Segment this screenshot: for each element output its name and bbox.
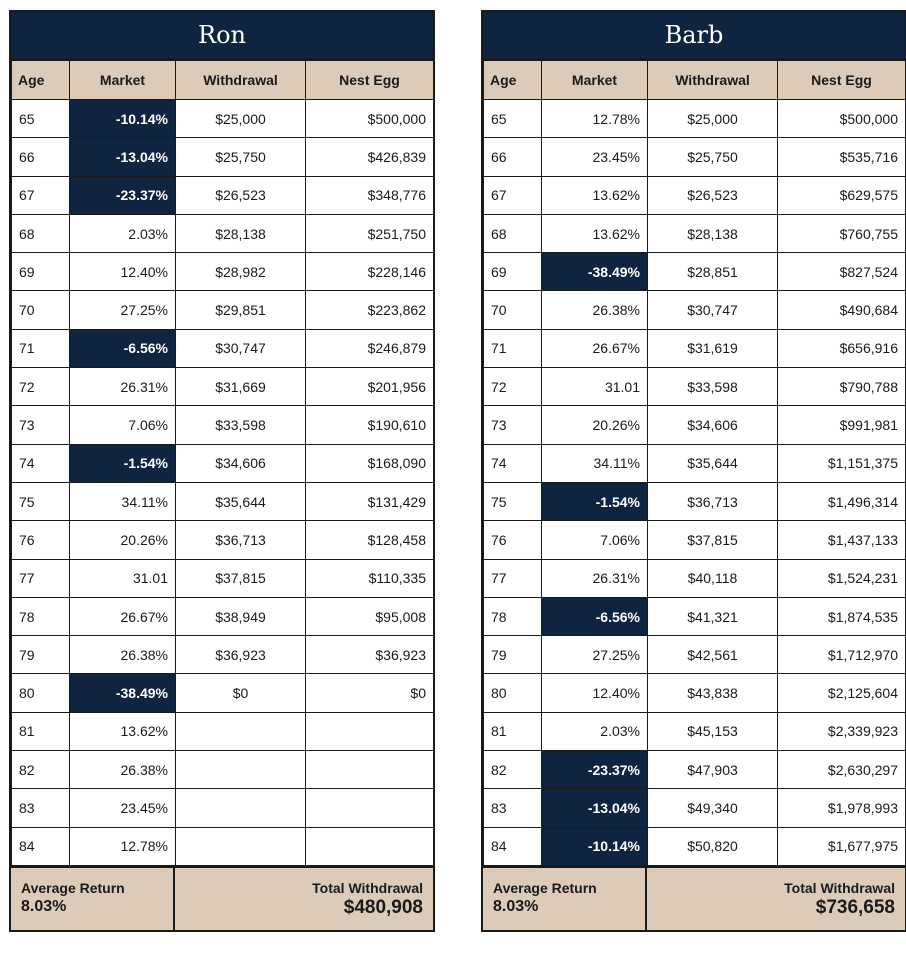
withdrawal-cell: $25,000 <box>648 100 778 138</box>
table-row <box>484 636 906 674</box>
nest-egg-cell: $500,000 <box>306 100 434 138</box>
table-row <box>484 444 906 482</box>
ron-total-withdrawal-value: $480,908 <box>343 896 423 918</box>
table-row <box>12 100 434 138</box>
table-row <box>12 789 434 827</box>
barb-average-return <box>483 868 647 930</box>
table-row <box>484 291 906 329</box>
market-cell: 20.26% <box>542 406 648 444</box>
barb-footer <box>483 866 905 930</box>
age-cell: 71 <box>12 329 70 367</box>
table-row <box>12 712 434 750</box>
age-cell: 77 <box>484 559 542 597</box>
age-cell: 72 <box>484 368 542 406</box>
market-cell: 12.78% <box>70 827 176 865</box>
nest-egg-cell: $128,458 <box>306 521 434 559</box>
table-row <box>484 827 906 865</box>
table-row <box>484 521 906 559</box>
market-cell: -38.49% <box>542 253 648 291</box>
market-cell: 26.38% <box>542 291 648 329</box>
table-row <box>12 482 434 520</box>
barb-average-return-value: 8.03% <box>493 897 539 915</box>
withdrawal-cell: $42,561 <box>648 636 778 674</box>
barb-panel <box>481 10 906 932</box>
nest-egg-cell: $426,839 <box>306 138 434 176</box>
market-cell: -13.04% <box>542 789 648 827</box>
table-row <box>484 329 906 367</box>
table-row <box>484 482 906 520</box>
ron-header-nest-egg: Nest Egg <box>306 61 434 100</box>
market-cell: -23.37% <box>542 751 648 789</box>
market-cell: 13.62% <box>70 712 176 750</box>
table-row <box>484 138 906 176</box>
nest-egg-cell: $0 <box>306 674 434 712</box>
withdrawal-cell: $26,523 <box>648 176 778 214</box>
market-cell: -13.04% <box>70 138 176 176</box>
barb-total-withdrawal-label: Total Withdrawal <box>784 879 895 896</box>
table-row <box>484 597 906 635</box>
market-cell: -10.14% <box>542 827 648 865</box>
nest-egg-cell: $251,750 <box>306 214 434 252</box>
withdrawal-cell: $43,838 <box>648 674 778 712</box>
withdrawal-cell: $45,153 <box>648 712 778 750</box>
market-cell: 7.06% <box>542 521 648 559</box>
withdrawal-cell <box>176 789 306 827</box>
nest-egg-cell: $95,008 <box>306 597 434 635</box>
market-cell: -6.56% <box>542 597 648 635</box>
market-cell: -38.49% <box>70 674 176 712</box>
age-cell: 73 <box>12 406 70 444</box>
withdrawal-cell: $26,523 <box>176 176 306 214</box>
withdrawal-cell: $36,713 <box>176 521 306 559</box>
withdrawal-cell: $38,949 <box>176 597 306 635</box>
market-cell: 12.40% <box>542 674 648 712</box>
nest-egg-cell: $1,978,993 <box>778 789 906 827</box>
nest-egg-cell: $36,923 <box>306 636 434 674</box>
nest-egg-cell <box>306 751 434 789</box>
age-cell: 83 <box>484 789 542 827</box>
age-cell: 70 <box>484 291 542 329</box>
age-cell: 69 <box>484 253 542 291</box>
table-row <box>484 100 906 138</box>
withdrawal-cell: $37,815 <box>176 559 306 597</box>
market-cell: 26.31% <box>542 559 648 597</box>
barb-total-withdrawal-value: $736,658 <box>815 896 895 918</box>
age-cell: 66 <box>484 138 542 176</box>
age-cell: 71 <box>484 329 542 367</box>
table-row <box>484 789 906 827</box>
market-cell: 7.06% <box>70 406 176 444</box>
ron-average-return <box>11 868 175 930</box>
withdrawal-cell: $35,644 <box>176 482 306 520</box>
market-cell: 13.62% <box>542 176 648 214</box>
barb-total-withdrawal <box>647 868 905 930</box>
market-cell: 31.01 <box>70 559 176 597</box>
ron-table-body <box>12 100 434 866</box>
market-cell: 23.45% <box>542 138 648 176</box>
market-cell: -10.14% <box>70 100 176 138</box>
withdrawal-cell: $34,606 <box>648 406 778 444</box>
table-row <box>12 636 434 674</box>
age-cell: 80 <box>12 674 70 712</box>
barb-header-nest-egg: Nest Egg <box>778 61 906 100</box>
nest-egg-cell: $110,335 <box>306 559 434 597</box>
barb-title: Barb <box>483 12 905 60</box>
nest-egg-cell <box>306 827 434 865</box>
withdrawal-cell <box>176 712 306 750</box>
age-cell: 74 <box>484 444 542 482</box>
market-cell: 26.67% <box>70 597 176 635</box>
table-row <box>484 368 906 406</box>
nest-egg-cell: $223,862 <box>306 291 434 329</box>
nest-egg-cell: $348,776 <box>306 176 434 214</box>
table-row <box>12 214 434 252</box>
table-row <box>484 559 906 597</box>
table-row <box>12 368 434 406</box>
table-row <box>12 176 434 214</box>
market-cell: 34.11% <box>70 482 176 520</box>
age-cell: 81 <box>484 712 542 750</box>
withdrawal-cell: $25,000 <box>176 100 306 138</box>
barb-header-row <box>484 61 906 100</box>
age-cell: 68 <box>12 214 70 252</box>
table-row <box>484 176 906 214</box>
nest-egg-cell: $1,437,133 <box>778 521 906 559</box>
ron-header-row <box>12 61 434 100</box>
withdrawal-cell: $30,747 <box>176 329 306 367</box>
age-cell: 82 <box>12 751 70 789</box>
nest-egg-cell: $1,712,970 <box>778 636 906 674</box>
ron-panel <box>9 10 435 932</box>
withdrawal-cell: $33,598 <box>648 368 778 406</box>
market-cell: 26.67% <box>542 329 648 367</box>
table-row <box>484 253 906 291</box>
market-cell: 2.03% <box>70 214 176 252</box>
barb-average-return-label: Average Return <box>493 879 597 896</box>
market-cell: 13.62% <box>542 214 648 252</box>
market-cell: 20.26% <box>70 521 176 559</box>
nest-egg-cell: $2,339,923 <box>778 712 906 750</box>
withdrawal-cell: $0 <box>176 674 306 712</box>
age-cell: 78 <box>12 597 70 635</box>
ron-header-withdrawal: Withdrawal <box>176 61 306 100</box>
table-row <box>12 597 434 635</box>
market-cell: -23.37% <box>70 176 176 214</box>
barb-header-market: Market <box>542 61 648 100</box>
age-cell: 68 <box>484 214 542 252</box>
table-row <box>12 521 434 559</box>
barb-table-body <box>484 100 906 866</box>
withdrawal-cell <box>176 751 306 789</box>
withdrawal-cell: $41,321 <box>648 597 778 635</box>
market-cell: -6.56% <box>70 329 176 367</box>
nest-egg-cell: $760,755 <box>778 214 906 252</box>
market-cell: -1.54% <box>542 482 648 520</box>
table-row <box>12 674 434 712</box>
table-row <box>12 444 434 482</box>
withdrawal-cell: $31,619 <box>648 329 778 367</box>
withdrawal-cell: $35,644 <box>648 444 778 482</box>
ron-average-return-label: Average Return <box>21 879 125 896</box>
market-cell: 12.78% <box>542 100 648 138</box>
ron-total-withdrawal <box>175 868 433 930</box>
withdrawal-cell: $50,820 <box>648 827 778 865</box>
withdrawal-cell: $28,851 <box>648 253 778 291</box>
age-cell: 76 <box>484 521 542 559</box>
withdrawal-cell: $34,606 <box>176 444 306 482</box>
age-cell: 79 <box>484 636 542 674</box>
nest-egg-cell: $131,429 <box>306 482 434 520</box>
market-cell: 26.38% <box>70 636 176 674</box>
nest-egg-cell: $790,788 <box>778 368 906 406</box>
market-cell: 26.38% <box>70 751 176 789</box>
age-cell: 75 <box>484 482 542 520</box>
age-cell: 84 <box>484 827 542 865</box>
age-cell: 69 <box>12 253 70 291</box>
age-cell: 79 <box>12 636 70 674</box>
withdrawal-cell: $31,669 <box>176 368 306 406</box>
market-cell: 23.45% <box>70 789 176 827</box>
market-cell: 31.01 <box>542 368 648 406</box>
nest-egg-cell: $1,874,535 <box>778 597 906 635</box>
age-cell: 80 <box>484 674 542 712</box>
age-cell: 75 <box>12 482 70 520</box>
table-row <box>484 214 906 252</box>
ron-table <box>11 60 434 866</box>
age-cell: 67 <box>12 176 70 214</box>
ron-footer <box>11 866 433 930</box>
age-cell: 84 <box>12 827 70 865</box>
withdrawal-cell: $28,982 <box>176 253 306 291</box>
age-cell: 65 <box>484 100 542 138</box>
age-cell: 76 <box>12 521 70 559</box>
barb-header-age: Age <box>484 61 542 100</box>
market-cell: 34.11% <box>542 444 648 482</box>
market-cell: 12.40% <box>70 253 176 291</box>
nest-egg-cell: $246,879 <box>306 329 434 367</box>
nest-egg-cell: $991,981 <box>778 406 906 444</box>
nest-egg-cell: $1,151,375 <box>778 444 906 482</box>
table-row <box>484 712 906 750</box>
age-cell: 83 <box>12 789 70 827</box>
nest-egg-cell: $656,916 <box>778 329 906 367</box>
nest-egg-cell: $168,090 <box>306 444 434 482</box>
withdrawal-cell: $49,340 <box>648 789 778 827</box>
nest-egg-cell: $1,677,975 <box>778 827 906 865</box>
withdrawal-cell: $28,138 <box>648 214 778 252</box>
nest-egg-cell: $228,146 <box>306 253 434 291</box>
table-row <box>484 674 906 712</box>
age-cell: 67 <box>484 176 542 214</box>
nest-egg-cell: $190,610 <box>306 406 434 444</box>
age-cell: 65 <box>12 100 70 138</box>
age-cell: 74 <box>12 444 70 482</box>
age-cell: 72 <box>12 368 70 406</box>
age-cell: 82 <box>484 751 542 789</box>
market-cell: 26.31% <box>70 368 176 406</box>
nest-egg-cell: $490,684 <box>778 291 906 329</box>
withdrawal-cell: $28,138 <box>176 214 306 252</box>
ron-header-age: Age <box>12 61 70 100</box>
ron-title: Ron <box>11 12 433 60</box>
withdrawal-cell: $47,903 <box>648 751 778 789</box>
nest-egg-cell: $535,716 <box>778 138 906 176</box>
ron-header-market: Market <box>70 61 176 100</box>
table-row <box>12 751 434 789</box>
withdrawal-cell: $25,750 <box>648 138 778 176</box>
nest-egg-cell: $629,575 <box>778 176 906 214</box>
table-row <box>12 406 434 444</box>
table-row <box>12 291 434 329</box>
barb-header-withdrawal: Withdrawal <box>648 61 778 100</box>
market-cell: 2.03% <box>542 712 648 750</box>
withdrawal-cell: $30,747 <box>648 291 778 329</box>
withdrawal-cell: $40,118 <box>648 559 778 597</box>
barb-table <box>483 60 906 866</box>
nest-egg-cell: $2,125,604 <box>778 674 906 712</box>
age-cell: 73 <box>484 406 542 444</box>
table-row <box>12 329 434 367</box>
table-row <box>484 751 906 789</box>
market-cell: -1.54% <box>70 444 176 482</box>
nest-egg-cell <box>306 789 434 827</box>
nest-egg-cell: $201,956 <box>306 368 434 406</box>
nest-egg-cell: $1,496,314 <box>778 482 906 520</box>
nest-egg-cell: $500,000 <box>778 100 906 138</box>
ron-total-withdrawal-label: Total Withdrawal <box>312 879 423 896</box>
withdrawal-cell: $37,815 <box>648 521 778 559</box>
age-cell: 70 <box>12 291 70 329</box>
age-cell: 77 <box>12 559 70 597</box>
nest-egg-cell: $2,630,297 <box>778 751 906 789</box>
age-cell: 66 <box>12 138 70 176</box>
age-cell: 78 <box>484 597 542 635</box>
table-row <box>12 559 434 597</box>
market-cell: 27.25% <box>542 636 648 674</box>
age-cell: 81 <box>12 712 70 750</box>
table-row <box>12 138 434 176</box>
nest-egg-cell: $827,524 <box>778 253 906 291</box>
withdrawal-cell: $36,923 <box>176 636 306 674</box>
withdrawal-cell <box>176 827 306 865</box>
withdrawal-cell: $36,713 <box>648 482 778 520</box>
nest-egg-cell: $1,524,231 <box>778 559 906 597</box>
withdrawal-cell: $25,750 <box>176 138 306 176</box>
market-cell: 27.25% <box>70 291 176 329</box>
table-row <box>12 827 434 865</box>
withdrawal-cell: $33,598 <box>176 406 306 444</box>
nest-egg-cell <box>306 712 434 750</box>
table-row <box>12 253 434 291</box>
ron-average-return-value: 8.03% <box>21 897 67 915</box>
table-row <box>484 406 906 444</box>
withdrawal-cell: $29,851 <box>176 291 306 329</box>
